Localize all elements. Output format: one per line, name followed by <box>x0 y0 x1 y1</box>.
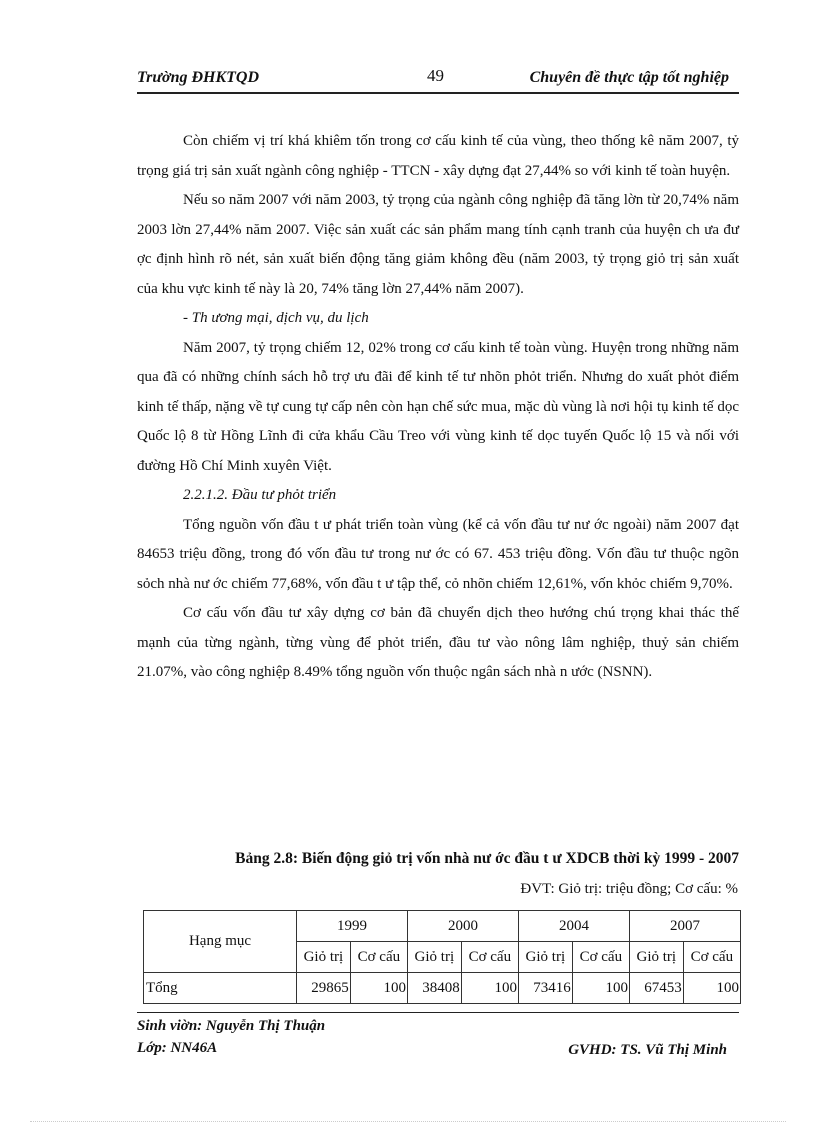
paragraph: Tổng nguồn vốn đầu t ư phát triển toàn vùng (kể cả vốn đầu tư nư ớc ngoài) năm 2007 đạt 84653 triệu đồng, trong đó vốn đầu tư trong nư ớc có 67. 453 triệu đồng. Vốn đầu tư thuộc ngõn sỏch nhà nư ớc chiếm 77,68%, vốn đầu t ư tập thể, cỏ nhõn chiếm 12,61%, vốn khỏc chiếm 9,70%. <box>137 516 739 592</box>
footer-student: Sinh viờn: Nguyễn Thị Thuận <box>137 1018 326 1034</box>
section-heading-trade: - Th ương mại, dịch vụ, du lịch <box>183 310 369 326</box>
section-heading-investment: 2.2.1.2. Đầu tư phỏt triển <box>183 487 337 503</box>
paragraph: Cơ cấu vốn đầu tư xây dựng cơ bản đã chuyển dịch theo hướng chú trọng khai thác thế mạnh của từng ngành, từng vùng để phỏt triển, đầu tư vào nông lâm nghiệp, thuỷ sản chiếm 21.07%, vào công nghiệp 8.49% tổng nguồn vốn thuộc ngân sách nhà n ước (NSNN). <box>137 605 739 680</box>
table-cell: 67453 <box>629 973 683 1004</box>
sub-header-value: Giỏ trị <box>297 942 351 973</box>
table-cell: 100 <box>350 973 407 1004</box>
year-header: 2007 <box>629 911 740 942</box>
paragraph: Năm 2007, tỷ trọng chiếm 12, 02% trong cơ cấu kinh tế toàn vùng. Huyện trong những năm qua đã có những chính sách hỗ trợ ưu đãi để kinh tế tư nhõn phỏt triển. Nhưng do xuất phỏt điểm kinh tế thấp, nặng về tự cung tự cấp nên còn hạn chế sức mua, mặc dù vùng là nơi hội tụ kinh tế dọc Quốc lộ 8 từ Hồng Lĩnh đi cửa khẩu Cầu Treo với vùng kinh tế dọc tuyến Quốc lộ 15 và nối với đường Hồ Chí Minh xuyên Việt. <box>137 339 739 474</box>
row-label: Tổng <box>144 973 297 1004</box>
table-cell: 100 <box>572 973 629 1004</box>
footer-class: Lớp: NN46A <box>137 1040 218 1056</box>
table-cell: 29865 <box>297 973 351 1004</box>
footer-advisor: GVHD: TS. Vũ Thị Minh <box>568 1042 727 1058</box>
body-text <box>137 127 739 688</box>
header-title: Chuyên đề thực tập tốt nghiệp <box>529 69 729 86</box>
table-row <box>144 973 741 1004</box>
table-cell: 38408 <box>407 973 461 1004</box>
sub-header-value: Giỏ trị <box>407 942 461 973</box>
sub-header-share: Cơ cấu <box>350 942 407 973</box>
year-header: 2000 <box>407 911 518 942</box>
table-cell: 73416 <box>518 973 572 1004</box>
sub-header-share: Cơ cấu <box>461 942 518 973</box>
table-header-row <box>144 911 741 942</box>
page-footer <box>137 1012 739 1059</box>
header-school: Trường ĐHKTQD <box>137 69 260 86</box>
sub-header-share: Cơ cấu <box>683 942 740 973</box>
sub-header-value: Giỏ trị <box>518 942 572 973</box>
paragraph: Còn chiếm vị trí khá khiêm tốn trong cơ cấu kinh tế của vùng, theo thống kê năm 2007, tỷ trọng giá trị sản xuất ngành công nghiệp - TTCN - xây dựng đạt 27,44% so với kinh tế toàn huyện. <box>137 133 739 179</box>
year-header: 2004 <box>518 911 629 942</box>
page-header <box>137 66 739 94</box>
sub-header-share: Cơ cấu <box>572 942 629 973</box>
investment-table <box>143 910 741 1004</box>
table-caption: Bảng 2.8: Biến động giỏ trị vốn nhà nư ớc đầu t ư XDCB thời kỳ 1999 - 2007 <box>235 850 739 867</box>
sub-header-value: Giỏ trị <box>629 942 683 973</box>
table-unit: ĐVT: Giỏ trị: triệu đồng; Cơ cấu: % <box>520 881 738 897</box>
page-bottom-divider <box>30 1121 786 1122</box>
table-cell: 100 <box>683 973 740 1004</box>
paragraph: Nếu so năm 2007 với năm 2003, tỷ trọng của ngành công nghiệp đã tăng lờn từ 20,74% năm 2003 lờn 27,44% năm 2007. Việc sản xuất các sản phẩm mang tính cạnh tranh của huyện ch ưa đư ợc định hình rõ nét, sản xuất biến động tăng giảm không đều (năm 2003, tỷ trọng giỏ trị sản xuất của khu vực kinh tế này là 20, 74% tăng lờn 27,44% năm 2007). <box>137 192 739 297</box>
row-header-cell: Hạng mục <box>144 911 297 973</box>
table-cell: 100 <box>461 973 518 1004</box>
year-header: 1999 <box>297 911 408 942</box>
page-number: 49 <box>427 66 444 85</box>
